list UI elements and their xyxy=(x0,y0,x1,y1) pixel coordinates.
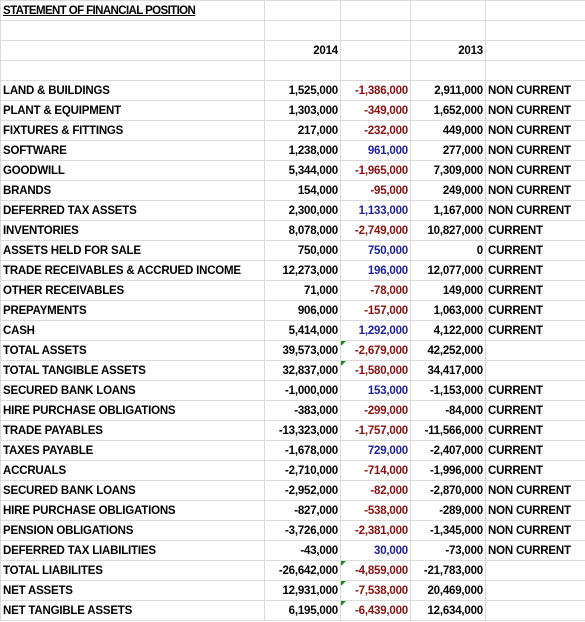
difference-cell[interactable]: 1,133,000 xyxy=(341,201,411,221)
classification-cell[interactable] xyxy=(486,601,585,621)
difference-cell[interactable]: -7,538,000 xyxy=(341,581,411,601)
classification-cell[interactable]: CURRENT xyxy=(486,261,585,281)
value-2014-cell[interactable]: 2,300,000 xyxy=(265,201,341,221)
value-2013-cell[interactable]: 42,252,000 xyxy=(411,341,486,361)
value-2013-cell[interactable]: -21,783,000 xyxy=(411,561,486,581)
table-row xyxy=(1,541,585,561)
empty-cell[interactable] xyxy=(486,21,585,41)
empty-cell[interactable] xyxy=(265,1,341,21)
difference-cell[interactable]: -1,580,000 xyxy=(341,361,411,381)
difference-cell[interactable]: 750,000 xyxy=(341,241,411,261)
value-2014-cell[interactable]: 8,078,000 xyxy=(265,221,341,241)
value-2013-cell[interactable]: 34,417,000 xyxy=(411,361,486,381)
blank-row xyxy=(1,21,585,41)
table-row xyxy=(1,441,585,461)
value-2013-cell[interactable]: 12,634,000 xyxy=(411,601,486,621)
table-row xyxy=(1,241,585,261)
value-2013-cell[interactable]: 249,000 xyxy=(411,181,486,201)
row-label-cell[interactable]: CASH xyxy=(1,321,265,341)
empty-cell[interactable] xyxy=(341,1,411,21)
difference-cell[interactable]: -1,386,000 xyxy=(341,81,411,101)
value-2013-cell[interactable]: -73,000 xyxy=(411,541,486,561)
row-label-cell[interactable]: NET TANGIBLE ASSETS xyxy=(1,601,265,621)
table-row xyxy=(1,421,585,441)
empty-cell[interactable] xyxy=(1,21,265,41)
row-label-cell[interactable]: OTHER RECEIVABLES xyxy=(1,281,265,301)
empty-cell[interactable] xyxy=(341,61,411,81)
value-2014-cell[interactable]: -3,726,000 xyxy=(265,521,341,541)
value-2013-cell[interactable]: 2,911,000 xyxy=(411,81,486,101)
value-2013-cell[interactable]: 1,652,000 xyxy=(411,101,486,121)
classification-cell[interactable]: CURRENT xyxy=(486,421,585,441)
table-row xyxy=(1,121,585,141)
value-2014-cell[interactable]: -2,952,000 xyxy=(265,481,341,501)
classification-cell[interactable]: CURRENT xyxy=(486,381,585,401)
empty-cell[interactable] xyxy=(341,21,411,41)
value-2013-cell[interactable]: 1,167,000 xyxy=(411,201,486,221)
header-row xyxy=(1,41,585,61)
blank-row xyxy=(1,61,585,81)
difference-cell[interactable]: -95,000 xyxy=(341,181,411,201)
value-2013-cell[interactable]: -1,153,000 xyxy=(411,381,486,401)
value-2014-cell[interactable]: 5,344,000 xyxy=(265,161,341,181)
row-label-cell[interactable]: PREPAYMENTS xyxy=(1,301,265,321)
classification-cell[interactable] xyxy=(486,581,585,601)
difference-cell[interactable]: -538,000 xyxy=(341,501,411,521)
difference-cell[interactable]: 196,000 xyxy=(341,261,411,281)
difference-cell[interactable]: -2,381,000 xyxy=(341,521,411,541)
row-label-cell[interactable]: HIRE PURCHASE OBLIGATIONS xyxy=(1,501,265,521)
classification-cell[interactable]: CURRENT xyxy=(486,241,585,261)
value-2014-cell[interactable]: -1,678,000 xyxy=(265,441,341,461)
value-2013-cell[interactable]: -84,000 xyxy=(411,401,486,421)
empty-cell[interactable] xyxy=(411,1,486,21)
difference-cell[interactable]: 153,000 xyxy=(341,381,411,401)
table-row xyxy=(1,81,585,101)
table-row xyxy=(1,301,585,321)
value-2014-cell[interactable]: 12,273,000 xyxy=(265,261,341,281)
classification-cell[interactable]: CURRENT xyxy=(486,461,585,481)
classification-cell[interactable]: NON CURRENT xyxy=(486,101,585,121)
difference-cell[interactable]: -714,000 xyxy=(341,461,411,481)
sheet-title[interactable]: STATEMENT OF FINANCIAL POSITION xyxy=(1,1,265,21)
classification-cell[interactable] xyxy=(486,561,585,581)
table-row xyxy=(1,601,585,621)
row-label-cell[interactable]: FIXTURES & FITTINGS xyxy=(1,121,265,141)
empty-cell[interactable] xyxy=(1,61,265,81)
value-2014-cell[interactable]: 6,195,000 xyxy=(265,601,341,621)
classification-cell[interactable]: NON CURRENT xyxy=(486,141,585,161)
classification-cell[interactable]: NON CURRENT xyxy=(486,181,585,201)
classification-cell[interactable]: CURRENT xyxy=(486,401,585,421)
table-row xyxy=(1,501,585,521)
value-2013-cell[interactable]: 0 xyxy=(411,241,486,261)
classification-cell[interactable]: CURRENT xyxy=(486,441,585,461)
value-2014-cell[interactable]: 39,573,000 xyxy=(265,341,341,361)
difference-cell[interactable]: -232,000 xyxy=(341,121,411,141)
empty-cell[interactable] xyxy=(411,61,486,81)
empty-cell[interactable] xyxy=(486,1,585,21)
classification-cell[interactable]: NON CURRENT xyxy=(486,481,585,501)
classification-cell[interactable]: NON CURRENT xyxy=(486,161,585,181)
classification-cell[interactable]: CURRENT xyxy=(486,301,585,321)
value-2014-cell[interactable]: 217,000 xyxy=(265,121,341,141)
table-row xyxy=(1,381,585,401)
table-row xyxy=(1,361,585,381)
year-2013-header[interactable]: 2013 xyxy=(411,41,486,61)
table-row xyxy=(1,141,585,161)
classification-cell[interactable]: CURRENT xyxy=(486,281,585,301)
value-2014-cell[interactable]: 1,525,000 xyxy=(265,81,341,101)
year-2014-header[interactable]: 2014 xyxy=(265,41,341,61)
difference-cell[interactable]: -1,965,000 xyxy=(341,161,411,181)
value-2013-cell[interactable]: -2,407,000 xyxy=(411,441,486,461)
table-row xyxy=(1,181,585,201)
value-2013-cell[interactable]: -1,345,000 xyxy=(411,521,486,541)
value-2013-cell[interactable]: 449,000 xyxy=(411,121,486,141)
value-2014-cell[interactable]: -13,323,000 xyxy=(265,421,341,441)
row-label-cell[interactable]: PLANT & EQUIPMENT xyxy=(1,101,265,121)
title-row xyxy=(1,1,585,21)
table-row xyxy=(1,521,585,541)
value-2014-cell[interactable]: -26,642,000 xyxy=(265,561,341,581)
row-label-cell[interactable]: TRADE RECEIVABLES & ACCRUED INCOME xyxy=(1,261,265,281)
value-2013-cell[interactable]: 7,309,000 xyxy=(411,161,486,181)
empty-cell[interactable] xyxy=(341,41,411,61)
classification-cell[interactable]: NON CURRENT xyxy=(486,521,585,541)
table-row xyxy=(1,561,585,581)
difference-cell[interactable]: 961,000 xyxy=(341,141,411,161)
row-label-cell[interactable]: SECURED BANK LOANS xyxy=(1,481,265,501)
value-2014-cell[interactable]: 12,931,000 xyxy=(265,581,341,601)
classification-cell[interactable] xyxy=(486,361,585,381)
value-2013-cell[interactable]: -1,996,000 xyxy=(411,461,486,481)
value-2013-cell[interactable]: -2,870,000 xyxy=(411,481,486,501)
row-label-cell[interactable]: LAND & BUILDINGS xyxy=(1,81,265,101)
value-2013-cell[interactable]: 149,000 xyxy=(411,281,486,301)
value-2013-cell[interactable]: 4,122,000 xyxy=(411,321,486,341)
row-label-cell[interactable]: INVENTORIES xyxy=(1,221,265,241)
difference-cell[interactable]: -78,000 xyxy=(341,281,411,301)
value-2013-cell[interactable]: -11,566,000 xyxy=(411,421,486,441)
value-2014-cell[interactable]: -2,710,000 xyxy=(265,461,341,481)
classification-cell[interactable]: CURRENT xyxy=(486,321,585,341)
difference-cell[interactable]: -2,679,000 xyxy=(341,341,411,361)
value-2014-cell[interactable]: -827,000 xyxy=(265,501,341,521)
row-label-cell[interactable]: PENSION OBLIGATIONS xyxy=(1,521,265,541)
empty-cell[interactable] xyxy=(265,21,341,41)
difference-cell[interactable]: -6,439,000 xyxy=(341,601,411,621)
table-row xyxy=(1,101,585,121)
value-2014-cell[interactable]: 1,238,000 xyxy=(265,141,341,161)
difference-cell[interactable]: -1,757,000 xyxy=(341,421,411,441)
value-2013-cell[interactable]: -289,000 xyxy=(411,501,486,521)
value-2014-cell[interactable]: 1,303,000 xyxy=(265,101,341,121)
value-2013-cell[interactable]: 277,000 xyxy=(411,141,486,161)
empty-cell[interactable] xyxy=(265,61,341,81)
difference-cell[interactable]: 729,000 xyxy=(341,441,411,461)
row-label-cell[interactable]: SOFTWARE xyxy=(1,141,265,161)
row-label-cell[interactable]: TOTAL ASSETS xyxy=(1,341,265,361)
table-row xyxy=(1,321,585,341)
value-2014-cell[interactable]: 154,000 xyxy=(265,181,341,201)
row-label-cell[interactable]: HIRE PURCHASE OBLIGATIONS xyxy=(1,401,265,421)
value-2014-cell[interactable]: 32,837,000 xyxy=(265,361,341,381)
row-label-cell[interactable]: TOTAL LIABILITES xyxy=(1,561,265,581)
classification-cell[interactable]: NON CURRENT xyxy=(486,201,585,221)
row-label-cell[interactable]: TOTAL TANGIBLE ASSETS xyxy=(1,361,265,381)
classification-cell[interactable]: NON CURRENT xyxy=(486,81,585,101)
row-label-cell[interactable]: DEFERRED TAX LIABILITIES xyxy=(1,541,265,561)
classification-cell[interactable] xyxy=(486,341,585,361)
table-row xyxy=(1,581,585,601)
value-2013-cell[interactable]: 10,827,000 xyxy=(411,221,486,241)
value-2013-cell[interactable]: 12,077,000 xyxy=(411,261,486,281)
difference-cell[interactable]: -157,000 xyxy=(341,301,411,321)
empty-cell[interactable] xyxy=(486,41,585,61)
row-label-cell[interactable]: ACCRUALS xyxy=(1,461,265,481)
row-label-cell[interactable]: TRADE PAYABLES xyxy=(1,421,265,441)
table-row xyxy=(1,461,585,481)
difference-cell[interactable]: 1,292,000 xyxy=(341,321,411,341)
value-2013-cell[interactable]: 20,469,000 xyxy=(411,581,486,601)
difference-cell[interactable]: -4,859,000 xyxy=(341,561,411,581)
table-row xyxy=(1,401,585,421)
table-row xyxy=(1,201,585,221)
classification-cell[interactable]: NON CURRENT xyxy=(486,121,585,141)
classification-cell[interactable]: CURRENT xyxy=(486,221,585,241)
table-row xyxy=(1,341,585,361)
value-2014-cell[interactable]: -1,000,000 xyxy=(265,381,341,401)
classification-cell[interactable]: NON CURRENT xyxy=(486,501,585,521)
value-2014-cell[interactable]: 5,414,000 xyxy=(265,321,341,341)
classification-cell[interactable]: NON CURRENT xyxy=(486,541,585,561)
row-label-cell[interactable]: NET ASSETS xyxy=(1,581,265,601)
table-row xyxy=(1,281,585,301)
row-label-cell[interactable]: BRANDS xyxy=(1,181,265,201)
table-row xyxy=(1,161,585,181)
row-label-cell[interactable]: DEFERRED TAX ASSETS xyxy=(1,201,265,221)
empty-cell[interactable] xyxy=(411,21,486,41)
difference-cell[interactable]: -349,000 xyxy=(341,101,411,121)
row-label-cell[interactable]: SECURED BANK LOANS xyxy=(1,381,265,401)
table-row xyxy=(1,481,585,501)
difference-cell[interactable]: -299,000 xyxy=(341,401,411,421)
row-label-cell[interactable]: ASSETS HELD FOR SALE xyxy=(1,241,265,261)
value-2014-cell[interactable]: 750,000 xyxy=(265,241,341,261)
difference-cell[interactable]: -2,749,000 xyxy=(341,221,411,241)
value-2014-cell[interactable]: 71,000 xyxy=(265,281,341,301)
row-label-cell[interactable]: TAXES PAYABLE xyxy=(1,441,265,461)
table-row xyxy=(1,261,585,281)
value-2014-cell[interactable]: 906,000 xyxy=(265,301,341,321)
empty-cell[interactable] xyxy=(1,41,265,61)
value-2014-cell[interactable]: -383,000 xyxy=(265,401,341,421)
difference-cell[interactable]: 30,000 xyxy=(341,541,411,561)
row-label-cell[interactable]: GOODWILL xyxy=(1,161,265,181)
empty-cell[interactable] xyxy=(486,61,585,81)
value-2014-cell[interactable]: -43,000 xyxy=(265,541,341,561)
value-2013-cell[interactable]: 1,063,000 xyxy=(411,301,486,321)
table-row xyxy=(1,221,585,241)
difference-cell[interactable]: -82,000 xyxy=(341,481,411,501)
